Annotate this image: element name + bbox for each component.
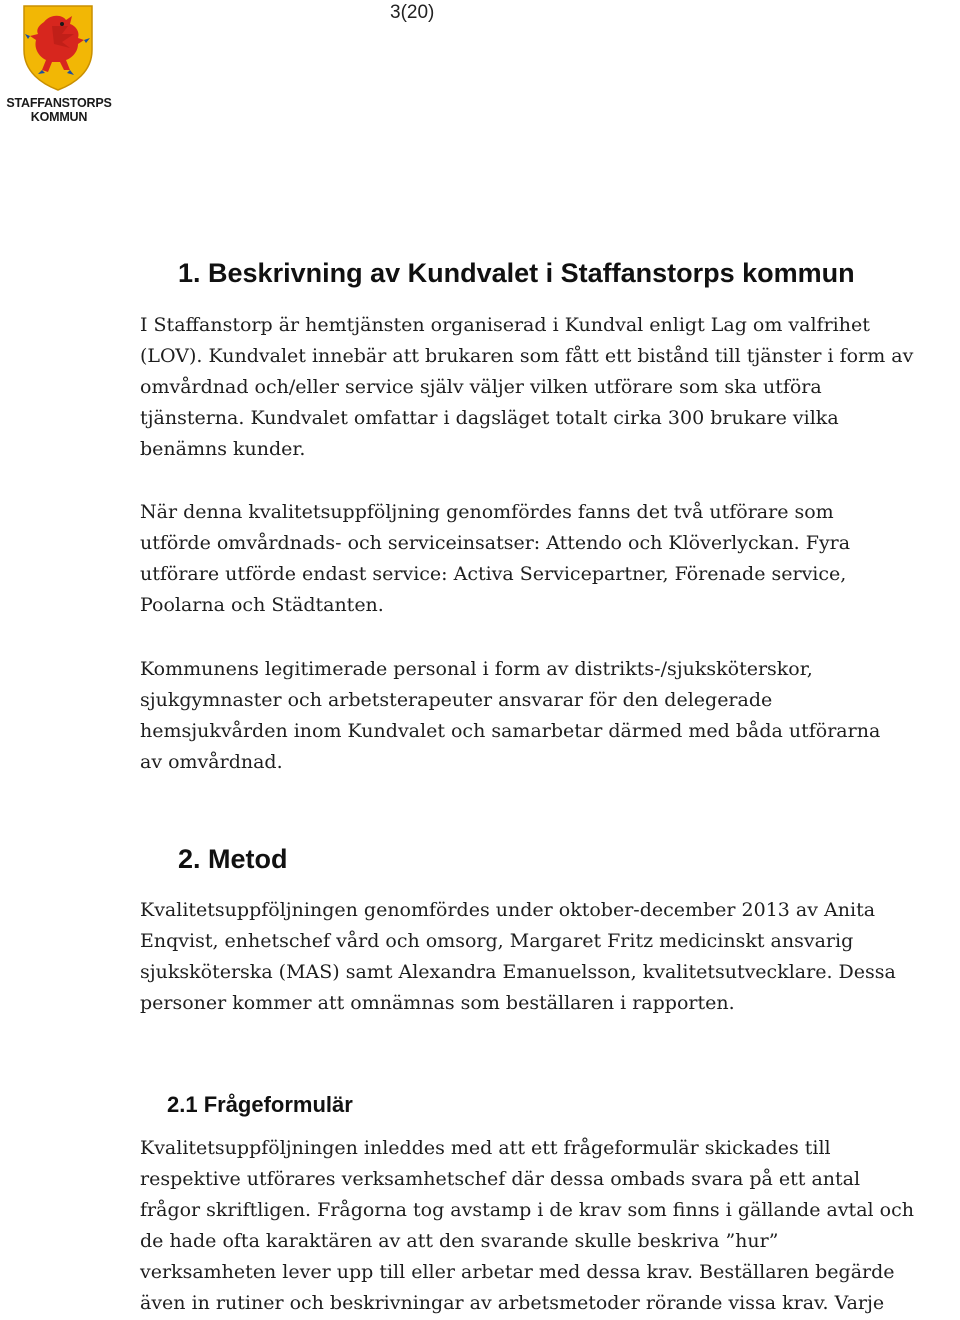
text-line: Kommunens legitimerade personal i form av distrikts-/sjuksköterskor,	[140, 658, 813, 680]
paragraph-intro	[140, 310, 940, 465]
paragraph-questionnaire	[140, 1133, 960, 1319]
text-line: utförare utförde endast service: Activa Servicepartner, Förenade service,	[140, 563, 847, 585]
text-line: personer kommer att omnämnas som beställaren i rapporten.	[140, 992, 735, 1014]
text-line: även in rutiner och beskrivningar av arbetsmetoder rörande vissa krav. Varje	[140, 1292, 885, 1314]
text-line: de hade ofta karaktären av att den svarande skulle beskriva ”hur”	[140, 1230, 779, 1252]
text-line: När denna kvalitetsuppföljning genomfördes fanns det två utförare som	[140, 501, 834, 523]
text-line: I Staffanstorp är hemtjänsten organiserad i Kundval enligt Lag om valfrihet	[140, 314, 870, 336]
text-line: benämns kunder.	[140, 438, 306, 460]
paragraph-providers	[140, 497, 940, 621]
text-line: respektive utförares verksamhetschef där dessa ombads svara på ett antal	[140, 1168, 861, 1190]
text-line: tjänsterna. Kundvalet omfattar i dagsläget totalt cirka 300 brukare vilka	[140, 407, 839, 429]
text-line: sjuksköterska (MAS) samt Alexandra Emanuelsson, kvalitetsutvecklare. Dessa	[140, 961, 896, 983]
text-line: sjukgymnaster och arbetsterapeuter ansvarar för den delegerade	[140, 689, 773, 711]
paragraph-staff	[140, 654, 940, 778]
text-line: hemsjukvården inom Kundvalet och samarbetar därmed med båda utförarna	[140, 720, 881, 742]
page-number: 3(20)	[390, 2, 435, 23]
text-line: frågor skriftligen. Frågorna tog avstamp i de krav som finns i gällande avtal och	[140, 1199, 914, 1221]
text-line: omvårdnad och/eller service själv väljer vilken utförare som ska utföra	[140, 376, 822, 398]
coat-of-arms-icon	[22, 4, 94, 92]
text-line: Poolarna och Städtanten.	[140, 594, 384, 616]
text-line: (LOV). Kundvalet innebär att brukaren som fått ett bistånd till tjänster i form av	[140, 345, 914, 367]
municipality-logo	[0, 4, 118, 122]
text-line: av omvårdnad.	[140, 751, 283, 773]
heading-section-2-1: 2.1 Frågeformulär	[167, 1092, 353, 1117]
paragraph-method	[140, 895, 940, 1019]
text-line: verksamheten lever upp till eller arbetar med dessa krav. Beställaren begärde	[140, 1261, 895, 1283]
logo-text	[0, 96, 118, 124]
text-line: utförde omvårdnads- och serviceinsatser: Attendo och Klöverlyckan. Fyra	[140, 532, 851, 554]
text-line: Kvalitetsuppföljningen inleddes med att ett frågeformulär skickades till	[140, 1137, 831, 1159]
text-line: Kvalitetsuppföljningen genomfördes under oktober-december 2013 av Anita	[140, 899, 876, 921]
logo-line-2: KOMMUN	[30, 110, 88, 124]
text-line: Enqvist, enhetschef vård och omsorg, Margaret Fritz medicinskt ansvarig	[140, 930, 854, 952]
logo-line-1: STAFFANSTORPS	[6, 96, 112, 110]
heading-section-1: 1. Beskrivning av Kundvalet i Staffanstorps kommun	[178, 258, 855, 288]
heading-section-2: 2. Metod	[178, 844, 288, 874]
